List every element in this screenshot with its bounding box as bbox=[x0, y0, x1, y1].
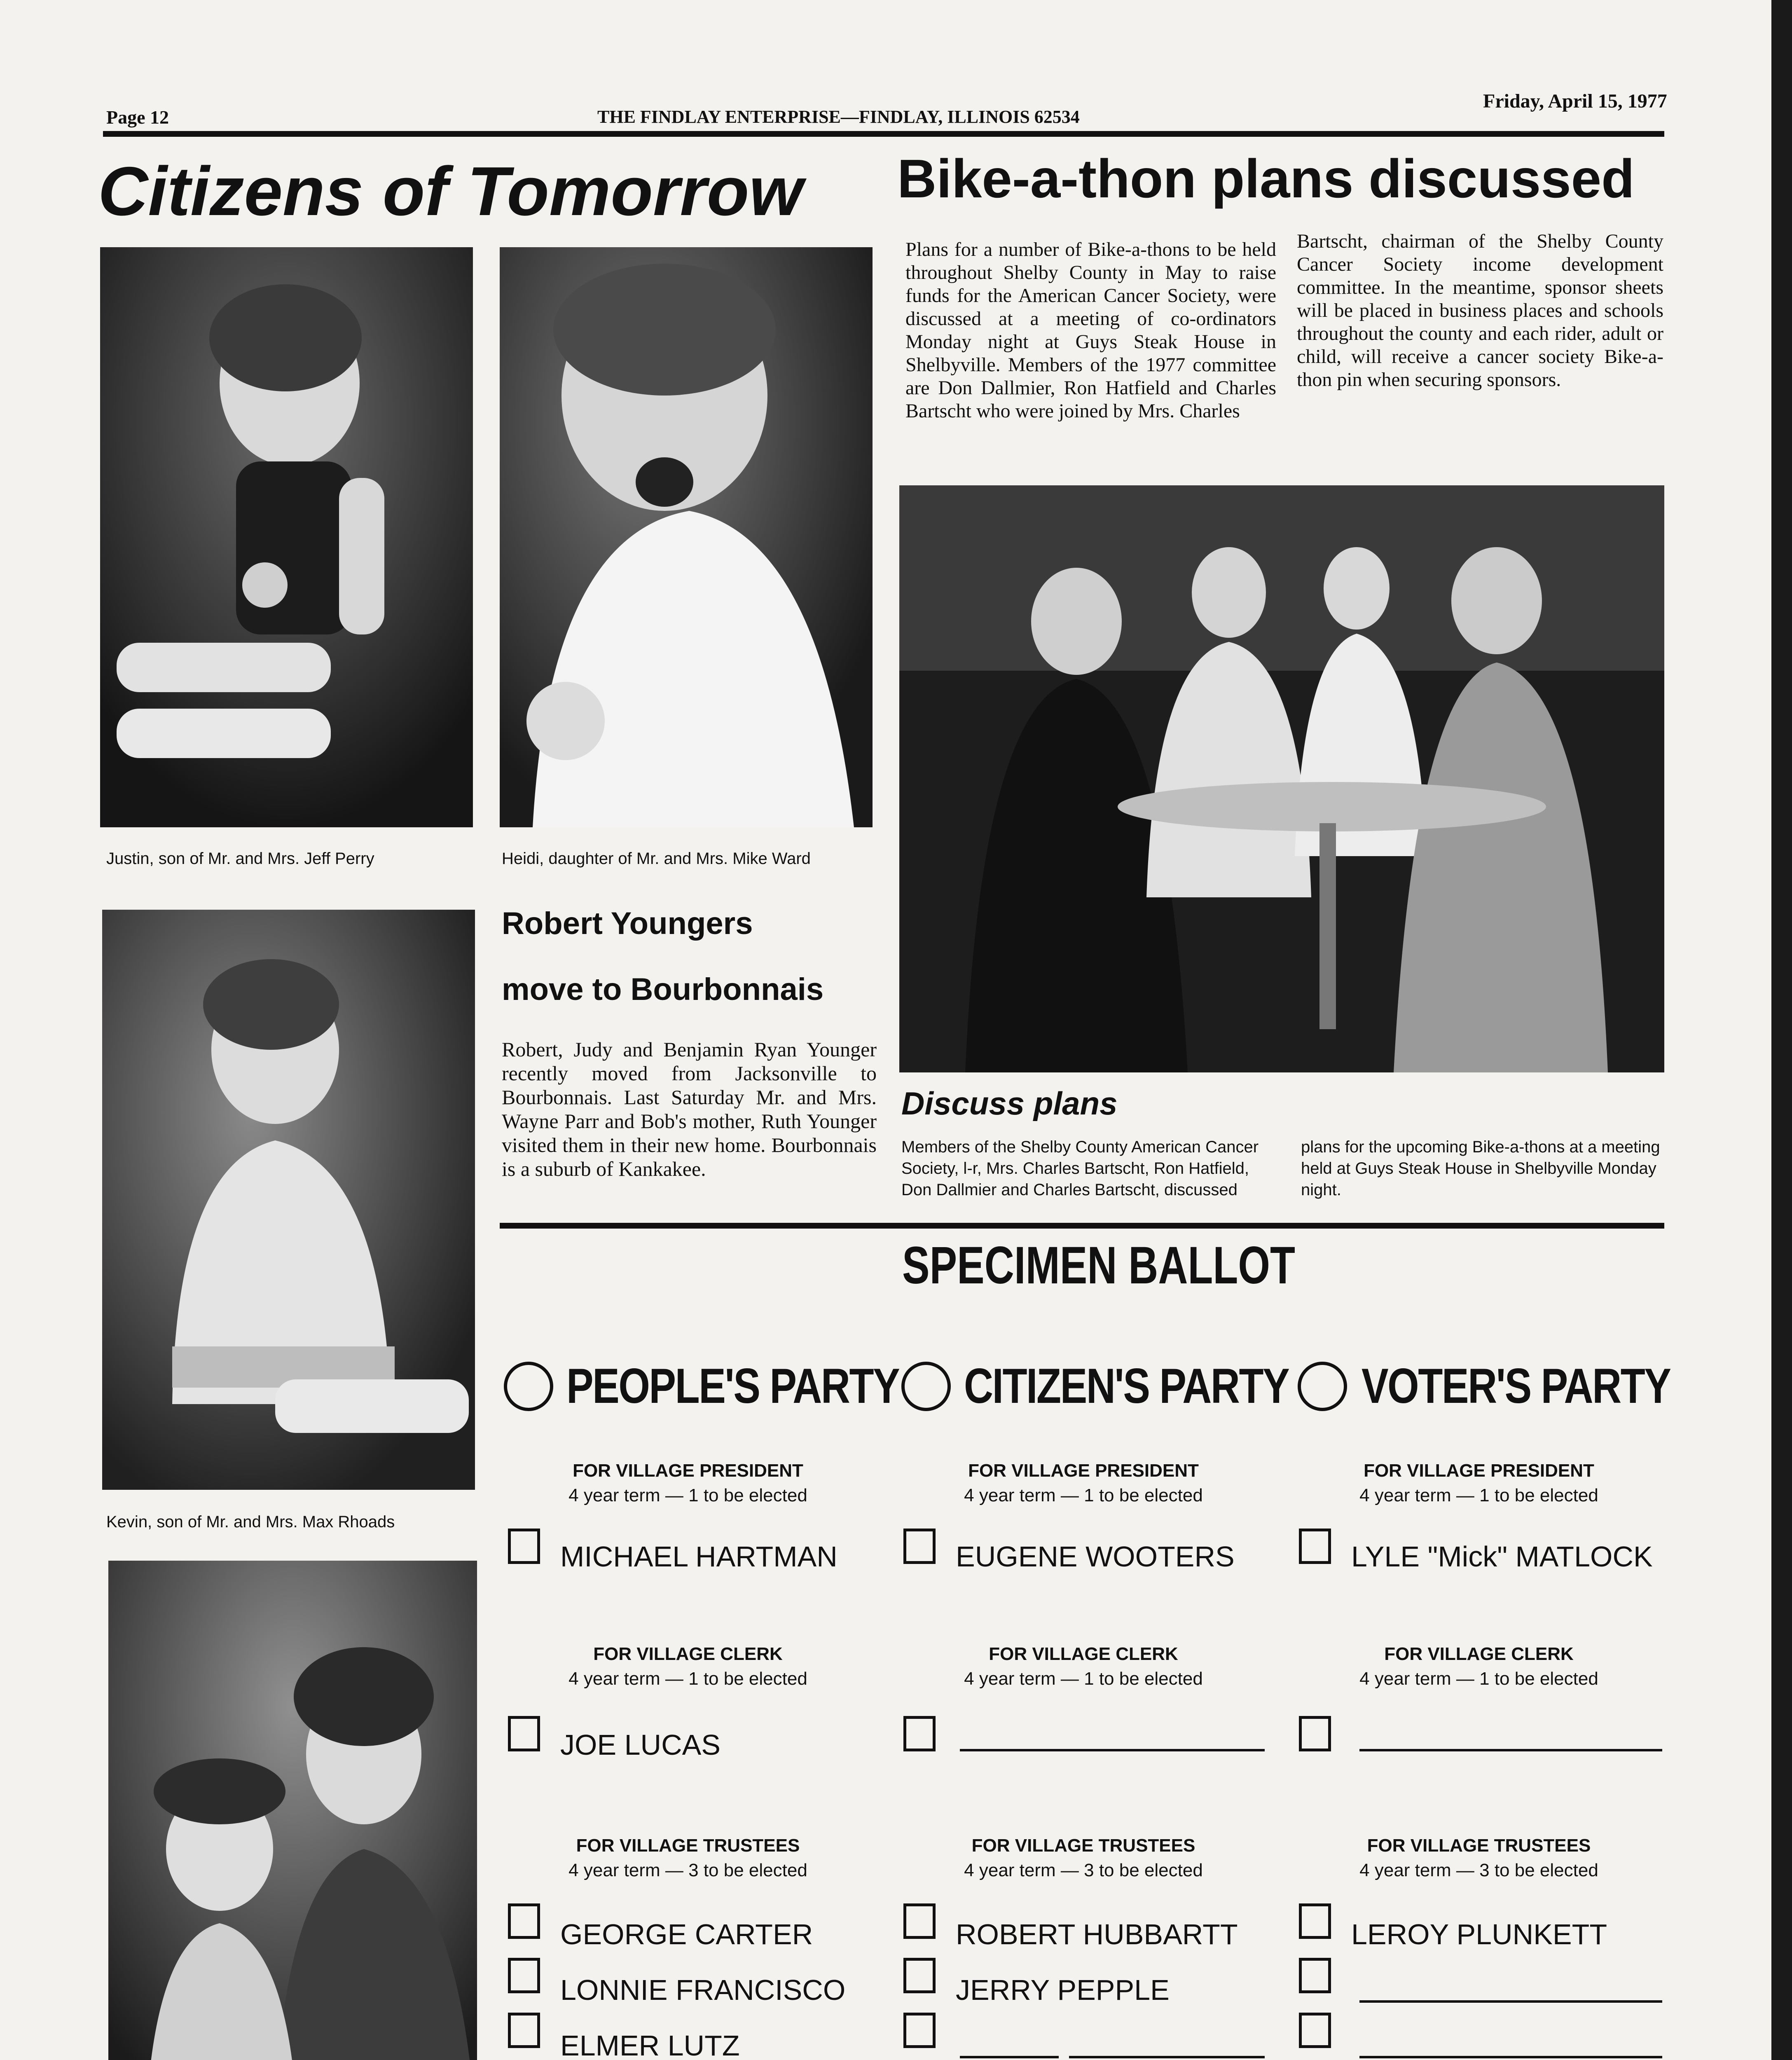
office-president-1: FOR VILLAGE PRESIDENT bbox=[573, 1461, 803, 1481]
write-in-trustee-3-2[interactable] bbox=[1359, 2000, 1662, 2003]
party-voters: VOTER'S PARTY bbox=[1362, 1358, 1670, 1414]
checkbox-clerk-2[interactable] bbox=[903, 1716, 936, 1751]
specimen-ballot-title: SPECIMEN BALLOT bbox=[902, 1236, 1296, 1295]
ballot-top-rule bbox=[500, 1223, 1664, 1229]
caption-justin: Justin, son of Mr. and Mrs. Jeff Perry bbox=[106, 850, 374, 868]
term-clerk-2: 4 year term — 1 to be elected bbox=[964, 1669, 1203, 1689]
write-in-trustee-3-3[interactable] bbox=[1359, 2056, 1662, 2058]
checkbox-clerk-1[interactable] bbox=[508, 1716, 540, 1751]
youngers-headline-2: move to Bourbonnais bbox=[502, 972, 824, 1007]
write-in-clerk-2[interactable] bbox=[960, 1749, 1265, 1751]
bikeathon-headline: Bike-a-thon plans discussed bbox=[897, 148, 1635, 209]
candidate-trustee-3-1: LEROY PLUNKETT bbox=[1351, 1918, 1607, 1950]
candidate-clerk-1: JOE LUCAS bbox=[560, 1729, 721, 1761]
office-trustees-1: FOR VILLAGE TRUSTEES bbox=[576, 1835, 800, 1856]
caption-heidi: Heidi, daughter of Mr. and Mrs. Mike Ward bbox=[502, 850, 811, 868]
photo-caption-2: plans for the upcoming Bike-a-thons at a meeting held at Guys Steak House in Shelbyville Monday night. bbox=[1301, 1138, 1660, 1199]
write-in-trustee-2-3a[interactable] bbox=[960, 2056, 1059, 2058]
photo-title-discuss-plans: Discuss plans bbox=[901, 1085, 1118, 1121]
write-in-trustee-2-3b[interactable] bbox=[1069, 2056, 1265, 2058]
youngers-article: Robert, Judy and Benjamin Ryan Younger recently moved from Jacksonville to Bourbonnais. Last Saturday Mr. and Mrs. Wayne Parr and Bob's mother, Ruth Younger visited them in their new home. Bourbonnais is a suburb of Kankakee. bbox=[502, 1038, 877, 1180]
party-circle-voters[interactable] bbox=[1298, 1362, 1347, 1411]
office-president-3: FOR VILLAGE PRESIDENT bbox=[1364, 1461, 1594, 1481]
office-clerk-2: FOR VILLAGE CLERK bbox=[989, 1644, 1178, 1664]
checkbox-clerk-3[interactable] bbox=[1299, 1716, 1331, 1751]
candidate-president-1: MICHAEL HARTMAN bbox=[560, 1540, 838, 1573]
bikeathon-col2: Bartscht, chairman of the Shelby County Cancer Society income development committee. In the meantime, sponsor sheets will be placed in business places and schools throughout the county and each rider, adult or child, will receive a cancer society Bike-a-thon pin when securing sponsors. bbox=[1297, 230, 1663, 391]
checkbox-trustee-1-2[interactable] bbox=[508, 1958, 540, 1993]
newspaper-name: THE FINDLAY ENTERPRISE—FINDLAY, ILLINOIS 62534 bbox=[597, 107, 1080, 127]
term-president-1: 4 year term — 1 to be elected bbox=[568, 1485, 807, 1505]
photo-discuss-plans bbox=[899, 485, 1664, 1072]
office-clerk-3: FOR VILLAGE CLERK bbox=[1384, 1644, 1574, 1664]
party-circle-peoples[interactable] bbox=[504, 1362, 553, 1411]
bikeathon-col1: Plans for a number of Bike-a-thons to be held throughout Shelby County in May to raise funds for the American Cancer Society, were discussed at a meeting of co-ordinators Monday night at Guys Steak House in Shelbyville. Members of the 1977 committee are Don Dallmier, Ron Hatfield and Charles Bartscht who were joined by Mrs. Charles bbox=[905, 239, 1276, 422]
term-president-3: 4 year term — 1 to be elected bbox=[1359, 1485, 1598, 1505]
checkbox-trustee-3-2[interactable] bbox=[1299, 1958, 1331, 1993]
checkbox-trustee-3-1[interactable] bbox=[1299, 1903, 1331, 1939]
office-trustees-3: FOR VILLAGE TRUSTEES bbox=[1367, 1835, 1591, 1856]
office-president-2: FOR VILLAGE PRESIDENT bbox=[968, 1461, 1199, 1481]
candidate-trustee-2-2: JERRY PEPPLE bbox=[956, 1974, 1170, 2006]
checkbox-president-3[interactable] bbox=[1299, 1529, 1331, 1564]
photo-caption-1: Members of the Shelby County American Cancer Society, l-r, Mrs. Charles Bartscht, Ron Hatfield, Don Dallmier and Charles Bartscht, discussed bbox=[901, 1138, 1259, 1199]
candidate-trustee-1-1: GEORGE CARTER bbox=[560, 1918, 813, 1950]
page-number: Page 12 bbox=[106, 107, 169, 128]
candidate-trustee-1-3: ELMER LUTZ bbox=[560, 2030, 740, 2060]
photo-justin bbox=[100, 247, 473, 827]
checkbox-trustee-3-3[interactable] bbox=[1299, 2013, 1331, 2048]
candidate-trustee-2-1: ROBERT HUBBARTT bbox=[956, 1918, 1238, 1950]
photo-heidi bbox=[500, 247, 873, 827]
candidate-president-3: LYLE "Mick" MATLOCK bbox=[1351, 1540, 1653, 1573]
checkbox-trustee-2-1[interactable] bbox=[903, 1903, 936, 1939]
masthead-rule bbox=[103, 131, 1664, 137]
photo-kevin bbox=[102, 910, 475, 1490]
office-trustees-2: FOR VILLAGE TRUSTEES bbox=[971, 1835, 1195, 1856]
party-citizens: CITIZEN'S PARTY bbox=[964, 1358, 1289, 1414]
checkbox-trustee-2-3[interactable] bbox=[903, 2013, 936, 2048]
term-president-2: 4 year term — 1 to be elected bbox=[964, 1485, 1203, 1505]
photo-john-melissa bbox=[108, 1561, 477, 2060]
term-trustees-1: 4 year term — 3 to be elected bbox=[568, 1860, 807, 1880]
party-circle-citizens[interactable] bbox=[901, 1362, 951, 1411]
write-in-clerk-3[interactable] bbox=[1359, 1749, 1662, 1751]
term-trustees-3: 4 year term — 3 to be elected bbox=[1359, 1860, 1598, 1880]
checkbox-trustee-1-1[interactable] bbox=[508, 1903, 540, 1939]
office-clerk-1: FOR VILLAGE CLERK bbox=[593, 1644, 783, 1664]
checkbox-trustee-2-2[interactable] bbox=[903, 1958, 936, 1993]
checkbox-president-2[interactable] bbox=[903, 1529, 936, 1564]
scan-edge bbox=[1771, 0, 1792, 2060]
issue-date: Friday, April 15, 1977 bbox=[1483, 90, 1667, 112]
citizens-title: Citizens of Tomorrow bbox=[98, 152, 803, 230]
checkbox-trustee-1-3[interactable] bbox=[508, 2013, 540, 2048]
youngers-headline-1: Robert Youngers bbox=[502, 906, 753, 941]
checkbox-president-1[interactable] bbox=[508, 1529, 540, 1564]
caption-kevin: Kevin, son of Mr. and Mrs. Max Rhoads bbox=[106, 1513, 395, 1531]
party-peoples: PEOPLE'S PARTY bbox=[566, 1358, 899, 1414]
candidate-trustee-1-2: LONNIE FRANCISCO bbox=[560, 1974, 846, 2006]
term-clerk-3: 4 year term — 1 to be elected bbox=[1359, 1669, 1598, 1689]
candidate-president-2: EUGENE WOOTERS bbox=[956, 1540, 1235, 1573]
term-trustees-2: 4 year term — 3 to be elected bbox=[964, 1860, 1203, 1880]
term-clerk-1: 4 year term — 1 to be elected bbox=[568, 1669, 807, 1689]
